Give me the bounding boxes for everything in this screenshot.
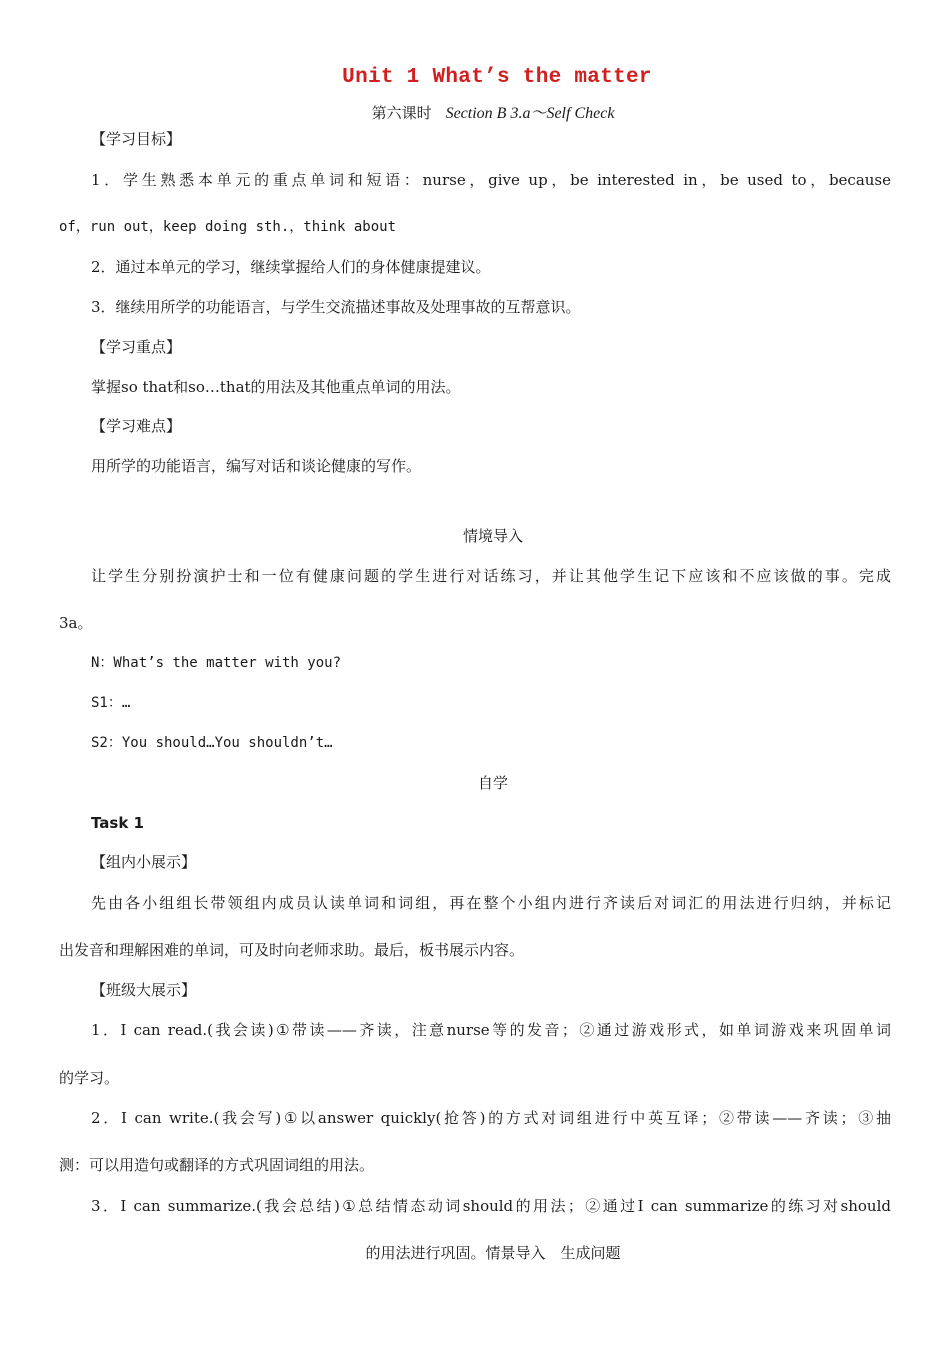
- lesson-number: 第六课时: [371, 104, 432, 122]
- group-show-heading: 【组内小展示】: [91, 853, 197, 871]
- class-item-3-line-1: 3．I can summarize.(我会总结)①总结情态动词should的用法；②通过I can summarize的练习对should: [91, 1197, 891, 1215]
- class-item-3-line-2: 的用法进行巩固。情景导入 生成问题: [365, 1244, 621, 1262]
- unit-title: Unit 1 What’s the matter: [342, 66, 652, 89]
- intro-heading: 情境导入: [462, 527, 523, 545]
- group-show-line-1: 先由各小组组长带领组内成员认读单词和词组，再在整个小组内进行齐读后对词汇的用法进行归纳，并标记: [91, 894, 891, 912]
- class-item-1-line-2: 的学习。: [59, 1069, 120, 1087]
- goal-item-1-line-2: of，run out，keep doing sth.，think about: [59, 219, 397, 235]
- dialog-line-s1: S1：…: [91, 695, 131, 711]
- task-label: Task 1: [91, 814, 144, 832]
- dialog-line-nurse: N：What’s the matter with you?: [91, 655, 342, 671]
- intro-line-1: 让学生分别扮演护士和一位有健康问题的学生进行对话练习，并让其他学生记下应该和不应该做的事。完成: [91, 567, 891, 585]
- key-points-text: 掌握so that和so…that的用法及其他重点单词的用法。: [91, 378, 461, 396]
- section-range: Section B 3.a～Self Check: [445, 105, 615, 122]
- class-show-heading: 【班级大展示】: [91, 981, 197, 999]
- goal-item-2: 2．通过本单元的学习，继续掌握给人们的身体健康提建议。: [91, 258, 491, 276]
- difficulties-text: 用所学的功能语言，编写对话和谈论健康的写作。: [91, 457, 422, 475]
- self-study-heading: 自学: [477, 774, 508, 792]
- goal-item-1-line-1: 1．学生熟悉本单元的重点单词和短语：nurse，give up，be interested in，be used to，because: [91, 171, 891, 189]
- key-points-heading: 【学习重点】: [91, 338, 182, 356]
- goals-heading: 【学习目标】: [91, 130, 182, 148]
- class-item-1-line-1: 1．I can read.(我会读)①带读——齐读，注意nurse等的发音；②通过游戏形式，如单词游戏来巩固单词: [91, 1021, 891, 1039]
- intro-line-2: 3a。: [59, 614, 93, 632]
- class-item-2-line-1: 2．I can write.(我会写)①以answer quickly(抢答)的方式对词组进行中英互译；②带读——齐读；③抽: [91, 1109, 891, 1127]
- dialog-line-s2: S2：You should…You shouldn’t…: [91, 735, 333, 751]
- difficulties-heading: 【学习难点】: [91, 417, 182, 435]
- class-item-2-line-2: 测：可以用造句或翻译的方式巩固词组的用法。: [59, 1156, 375, 1174]
- group-show-line-2: 出发音和理解困难的单词，可及时向老师求助。最后，板书展示内容。: [59, 941, 525, 959]
- goal-item-3: 3．继续用所学的功能语言，与学生交流描述事故及处理事故的互帮意识。: [91, 298, 581, 316]
- lesson-subtitle: [0, 100, 950, 123]
